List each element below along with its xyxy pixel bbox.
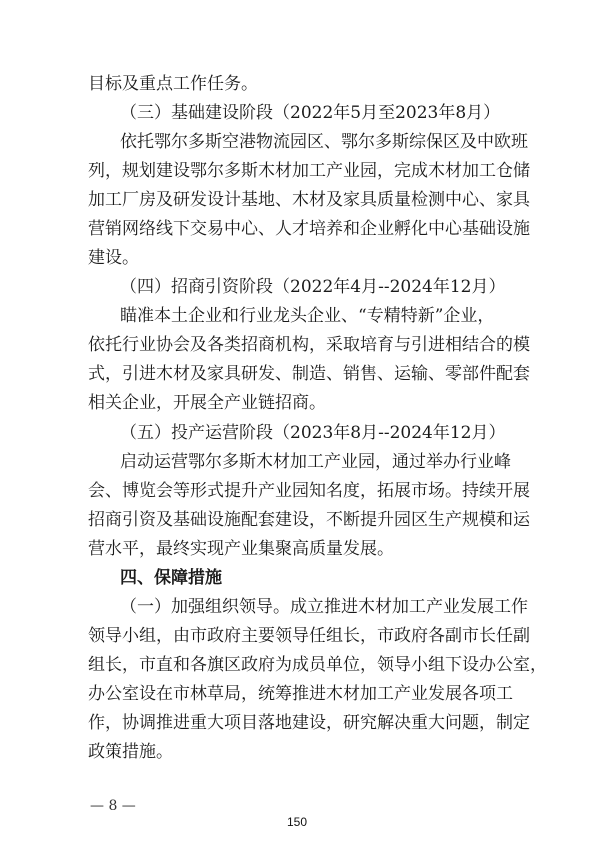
text-line: 启动运营鄂尔多斯木材加工产业园，通过举办行业峰 xyxy=(120,452,511,472)
text-line: 依托行业协会及各类招商机构，采取培育与引进相结合的模 xyxy=(88,335,530,355)
section-heading: 四、保障措施 xyxy=(120,568,222,588)
text-line: （五）投产运营阶段（2023年8月--2024年12月） xyxy=(120,423,506,443)
page-label: — 8 — xyxy=(90,798,136,814)
text-line: 办公室设在市林草局，统筹推进木材加工产业发展各项工 xyxy=(88,684,513,704)
text-line: 目标及重点工作任务。 xyxy=(88,74,258,94)
text-line: 作，协调推进重大项目落地建设，研究解决重大问题，制定 xyxy=(88,713,530,733)
text-line: 招商引资及基础设施配套建设，不断提升园区生产规模和运 xyxy=(88,510,530,530)
text-line: 瞄准本土企业和行业龙头企业、“专精特新”企业， xyxy=(120,306,495,326)
page-number: 150 xyxy=(287,815,308,829)
text-line: 领导小组，由市政府主要领导任组长，市政府各副市长任副 xyxy=(88,626,530,646)
text-line: 建设。 xyxy=(88,248,139,268)
text-line: 营销网络线下交易中心、人才培养和企业孵化中心基础设施 xyxy=(88,219,530,239)
text-line: 政策措施。 xyxy=(88,742,173,762)
text-line: 营水平，最终实现产业集聚高质量发展。 xyxy=(88,539,394,559)
text-line: 相关企业，开展全产业链招商。 xyxy=(88,393,326,413)
text-line: 组长，市直和各旗区政府为成员单位，领导小组下设办公室， xyxy=(88,655,547,675)
text-line: 列，规划建设鄂尔多斯木材加工产业园，完成木材加工仓储 xyxy=(88,161,530,181)
text-line: 依托鄂尔多斯空港物流园区、鄂尔多斯综保区及中欧班 xyxy=(120,132,528,152)
text-line: （三）基础建设阶段（2022年5月至2023年8月） xyxy=(120,103,501,123)
text-line: 式，引进木材及家具研发、制造、销售、运输、零部件配套 xyxy=(88,364,530,384)
text-line: （一）加强组织领导。成立推进木材加工产业发展工作 xyxy=(120,597,528,617)
text-line: 会、博览会等形式提升产业园知名度，拓展市场。持续开展 xyxy=(88,481,530,501)
text-line: 加工厂房及研发设计基地、木材及家具质量检测中心、家具 xyxy=(88,190,530,210)
text-line: （四）招商引资阶段（2022年4月--2024年12月） xyxy=(120,277,506,297)
